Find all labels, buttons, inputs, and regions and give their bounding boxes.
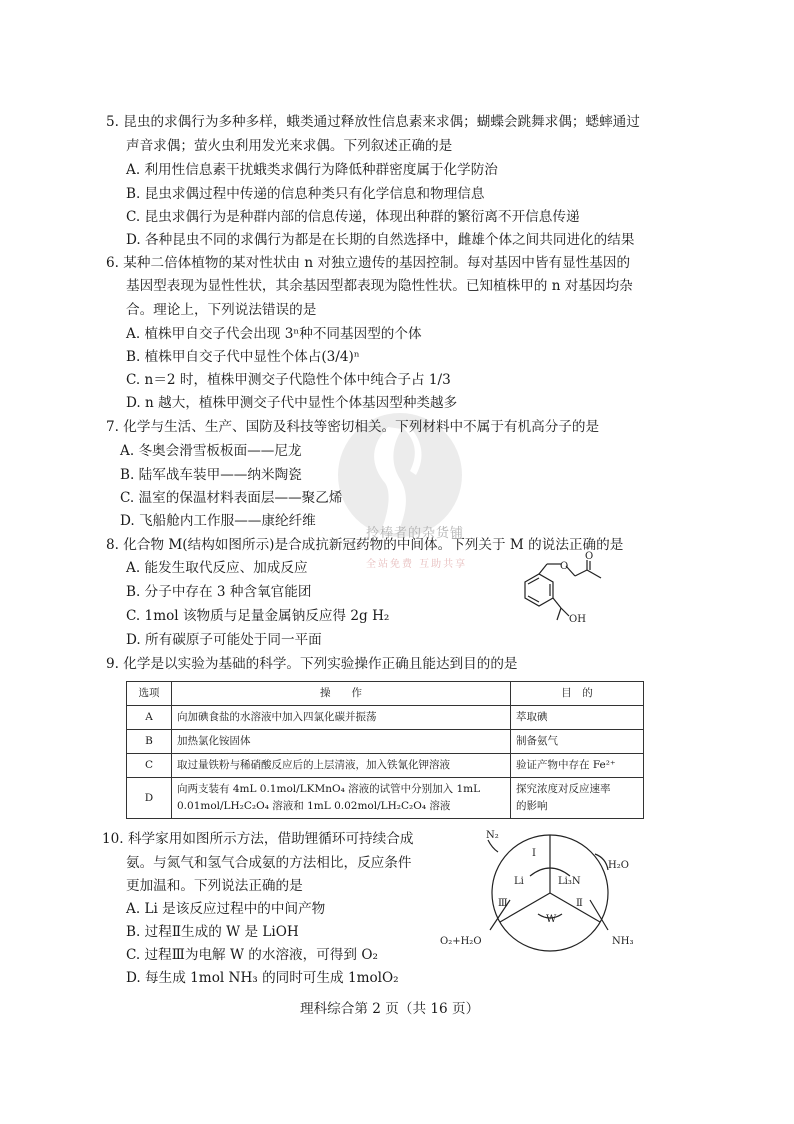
table-row — [127, 778, 644, 819]
q8-label-oh: OH — [569, 614, 586, 625]
q6-option-c: C. n＝2 时，植株甲测交子代隐性个体中纯合子占 1/3 — [126, 372, 451, 388]
table-cell-operation — [172, 778, 511, 819]
q5-option-d: D. 各种昆虫不同的求偶行为都是在长期的自然选择中，雌雄个体之间共同进化的结果 — [126, 232, 635, 248]
table-cell-operation: 向加碘食盐的水溶液中加入四氯化碳并振荡 — [172, 706, 511, 730]
table-cell-operation-line2: 0.01mol/LH₂C₂O₄ 溶液和 1mL 0.02mol/LH₂C₂O₄ 溶液 — [177, 800, 451, 812]
label-process-1: Ⅰ — [532, 848, 536, 859]
table-header-cell: 目 的 — [511, 682, 644, 706]
q8-option-d: D. 所有碳原子可能处于同一平面 — [126, 632, 322, 648]
label-process-3: Ⅲ — [498, 898, 508, 909]
q9-table — [126, 681, 644, 819]
q8-option-b: B. 分子中存在 3 种含氧官能团 — [126, 584, 312, 600]
q5-option-a: A. 利用性信息素干扰蛾类求偶行为降低种群密度属于化学防治 — [126, 162, 498, 178]
table-cell-goal-line2: 的影响 — [516, 800, 548, 812]
table-cell-operation: 加热氯化铵固体 — [172, 730, 511, 754]
table-row — [127, 706, 644, 730]
label-h2o: H₂O — [608, 860, 629, 871]
q8-stem: 8. 化合物 M(结构如图所示)是合成抗新冠药物的中间体。下列关于 M 的说法正确的是 — [106, 537, 624, 553]
table-cell-option: B — [127, 730, 172, 754]
page-footer: 理科综合第 2 页（共 16 页） — [300, 1001, 480, 1017]
table-cell-goal: 验证产物中存在 Fe²⁺ — [511, 754, 644, 778]
q10-option-b: B. 过程Ⅱ生成的 W 是 LiOH — [126, 924, 299, 940]
table-cell-option: D — [127, 778, 172, 819]
q5-stem-line2: 声音求偶；萤火虫利用发光来求偶。下列叙述正确的是 — [126, 138, 453, 154]
q5-option-b: B. 昆虫求偶过程中传递的信息种类只有化学信息和物理信息 — [126, 186, 485, 202]
q10-option-a: A. Li 是该反应过程中的中间产物 — [126, 901, 326, 917]
q7-option-d: D. 飞船舱内工作服——康纶纤维 — [120, 513, 316, 529]
label-li3n: Li₃N — [558, 876, 581, 887]
q5-stem-line1: 5. 昆虫的求偶行为多种多样，蛾类通过释放性信息素来求偶；蝴蝶会跳舞求偶；蟋蟀通过 — [106, 114, 640, 130]
q5-option-c: C. 昆虫求偶行为是种群内部的信息传递，体现出种群的繁衍离不开信息传递 — [126, 209, 580, 225]
label-li: Li — [514, 876, 524, 887]
q8-label-o1: O — [560, 561, 569, 572]
table-row — [127, 754, 644, 778]
label-o2-h2o: O₂+H₂O — [440, 936, 482, 947]
q7-option-a: A. 冬奥会滑雪板板面——尼龙 — [120, 443, 302, 459]
label-process-2: Ⅱ — [576, 898, 583, 909]
q10-lithium-cycle-diagram — [430, 826, 650, 956]
table-cell-goal — [511, 778, 644, 819]
table-cell-goal: 制备氨气 — [511, 730, 644, 754]
table-cell-option: C — [127, 754, 172, 778]
table-cell-option: A — [127, 706, 172, 730]
q10-stem-line1: 10. 科学家用如图所示方法，借助锂循环可持续合成 — [102, 831, 414, 847]
q8-option-a: A. 能发生取代反应、加成反应 — [126, 560, 308, 576]
q6-stem-line1: 6. 某种二倍体植物的某对性状由 n 对独立遗传的基因控制。每对基因中皆有显性基因的 — [106, 255, 631, 271]
q7-option-c: C. 温室的保温材料表面层——聚乙烯 — [120, 490, 343, 506]
label-nh3: NH₃ — [612, 936, 634, 947]
table-row — [127, 730, 644, 754]
q10-stem-line2: 氨。与氮气和氢气合成氨的方法相比，反应条件 — [126, 855, 412, 871]
table-cell-operation: 取过量铁粉与稀硝酸反应后的上层清液，加入铁氰化钾溶液 — [172, 754, 511, 778]
watermark-subtitle: 全站免费 互助共享 — [366, 559, 468, 570]
q10-stem-line3: 更加温和。下列说法正确的是 — [126, 878, 303, 894]
table-header-cell: 操 作 — [172, 682, 511, 706]
q6-stem-line3: 合。理论上，下列说法错误的是 — [126, 302, 317, 318]
q8-option-c: C. 1mol 该物质与足量金属钠反应得 2g H₂ — [126, 608, 390, 624]
label-n2: N₂ — [486, 830, 499, 841]
q9-stem: 9. 化学是以实验为基础的科学。下列实验操作正确且能达到目的的是 — [106, 656, 518, 672]
q10-option-d: D. 每生成 1mol NH₃ 的同时可生成 1molO₂ — [126, 970, 399, 986]
q6-option-d: D. n 越大，植株甲测交子代中显性个体基因型种类越多 — [126, 395, 458, 411]
label-w: W — [546, 914, 557, 925]
table-cell-operation-line1: 向两支装有 4mL 0.1mol/LKMnO₄ 溶液的试管中分别加入 1mL — [177, 783, 481, 795]
table-cell-goal-line1: 探究浓度对反应速率 — [516, 783, 611, 795]
q6-stem-line2: 基因型表现为显性性状，其余基因型都表现为隐性性状。已知植株甲的 n 对基因均杂 — [126, 278, 633, 294]
q6-option-a: A. 植株甲自交子代会出现 3ⁿ种不同基因型的个体 — [126, 326, 422, 342]
table-header-cell: 选项 — [127, 682, 172, 706]
q7-option-b: B. 陆军战车装甲——纳米陶瓷 — [120, 467, 302, 483]
q8-molecule-structure — [505, 551, 625, 630]
q7-stem: 7. 化学与生活、生产、国防及科技等密切相关。下列材料中不属于有机高分子的是 — [106, 419, 600, 435]
q10-option-c: C. 过程Ⅲ为电解 W 的水溶液，可得到 O₂ — [126, 947, 378, 963]
table-cell-goal: 萃取碘 — [511, 706, 644, 730]
watermark-title: 拎棒者的杂货铺 — [366, 526, 465, 541]
q6-option-b: B. 植株甲自交子代中显性个体占(3/4)ⁿ — [126, 349, 360, 365]
q8-label-o2: O — [585, 551, 594, 562]
table-header-row — [127, 682, 644, 706]
